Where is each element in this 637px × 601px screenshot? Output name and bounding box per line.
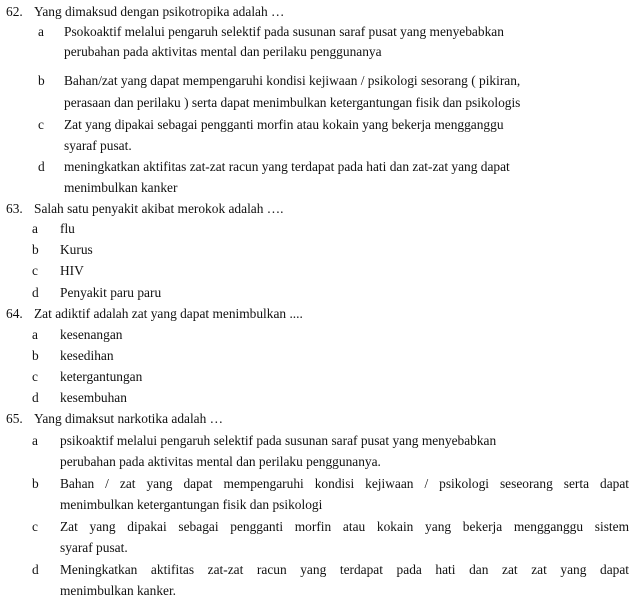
question-65-text: Yang dimaksut narkotika adalah … [34, 411, 224, 426]
question-62-text: Yang dimaksud dengan psikotropika adalah … [34, 4, 285, 19]
option-text: perubahan pada aktivitas mental dan perilaku penggunanya. [60, 454, 381, 469]
option-text: meningkatkan aktifitas zat-zat racun yang terdapat pada hati dan zat-zat yang dapat [64, 159, 510, 174]
option-letter: b [32, 476, 39, 491]
option-letter: d [32, 390, 39, 405]
option-text: HIV [60, 263, 84, 278]
option-letter: b [32, 348, 39, 363]
question-63-text: Salah satu penyakit akibat merokok adalah …. [34, 201, 284, 216]
option-text: Meningkatkan aktifitas zat-zat racun yang terdapat pada hati dan zat zat yang dapat [60, 562, 629, 577]
option-letter: d [38, 159, 45, 174]
option-letter: a [32, 221, 38, 236]
option-letter: d [32, 562, 39, 577]
option-text: syaraf pusat. [60, 540, 128, 555]
option-text: menimbulkan ketergantungan fisik dan psikologi [60, 497, 323, 512]
question-63-number: 63. [6, 201, 23, 216]
option-text: flu [60, 221, 75, 236]
option-text: Bahan/zat yang dapat mempengaruhi kondisi kejiwaan / psikologi sesorang ( pikiran, [64, 73, 521, 88]
option-letter: c [32, 519, 38, 534]
option-text: perasaan dan perilaku ) serta dapat menimbulkan ketergantungan fisik dan psikologis [64, 95, 521, 110]
option-text: perubahan pada aktivitas mental dan perilaku penggunanya [64, 44, 382, 59]
option-text: Zat yang dipakai sebagai pengganti morfin atau kokain yang bekerja mengganggu [64, 117, 504, 132]
option-letter: c [32, 369, 38, 384]
option-text: psikoaktif melalui pengaruh selektif pada susunan saraf pusat yang menyebabkan [60, 433, 497, 448]
question-62-number: 62. [6, 4, 23, 19]
question-64-text: Zat adiktif adalah zat yang dapat menimbulkan .... [34, 306, 303, 321]
option-letter: d [32, 285, 39, 300]
option-letter: b [32, 242, 39, 257]
option-text: syaraf pusat. [64, 138, 132, 153]
option-text: menimbulkan kanker [64, 180, 178, 195]
option-letter: b [38, 73, 45, 88]
option-text: Bahan / zat yang dapat mempengaruhi kondisi kejiwaan / psikologi seseorang serta dapat [60, 476, 629, 491]
option-letter: c [32, 263, 38, 278]
option-text: Psokoaktif melalui pengaruh selektif pada susunan saraf pusat yang menyebabkan [64, 24, 504, 39]
option-text: kesenangan [60, 327, 123, 342]
option-text: ketergantungan [60, 369, 143, 384]
option-letter: a [32, 433, 38, 448]
option-letter: c [38, 117, 44, 132]
option-letter: a [38, 24, 44, 39]
option-text: Penyakit paru paru [60, 285, 162, 300]
question-64-number: 64. [6, 306, 23, 321]
option-text: kesembuhan [60, 390, 127, 405]
option-text: Zat yang dipakai sebagai pengganti morfin atau kokain yang bekerja mengganggu sistem [60, 519, 629, 534]
option-text: kesedihan [60, 348, 114, 363]
option-text: menimbulkan kanker. [60, 583, 177, 598]
option-text: Kurus [60, 242, 93, 257]
option-letter: a [32, 327, 38, 342]
question-65-number: 65. [6, 411, 23, 426]
